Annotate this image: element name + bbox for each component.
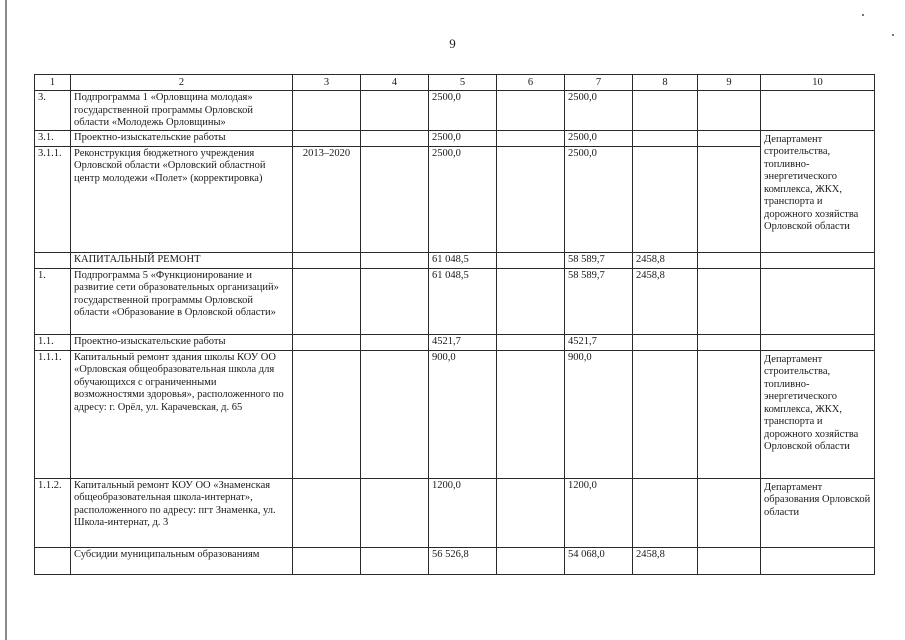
row-col8: 2458,8	[633, 252, 698, 268]
table-header-row	[35, 75, 875, 91]
row-name: Субсидии муниципальным образованиям	[71, 547, 293, 574]
row-col6	[497, 91, 565, 131]
table-row	[35, 350, 875, 478]
row-col7: 4521,7	[565, 334, 633, 350]
table-row	[35, 252, 875, 268]
row-col7: 54 068,0	[565, 547, 633, 574]
row-period	[293, 91, 361, 131]
row-name: Проектно-изыскательские работы	[71, 334, 293, 350]
row-number: 1.1.	[35, 334, 71, 350]
header-cell: 10	[761, 75, 875, 91]
row-period	[293, 334, 361, 350]
row-number	[35, 252, 71, 268]
row-col7: 1200,0	[565, 478, 633, 547]
program-table	[34, 74, 875, 575]
row-col8	[633, 350, 698, 478]
row-col10	[761, 252, 875, 268]
row-period	[293, 130, 361, 146]
row-col7: 900,0	[565, 350, 633, 478]
row-number: 3.1.	[35, 130, 71, 146]
row-name: Реконструкция бюджетного учреждения Орловской области «Орловский областной центр молодежи «Полет» (корректировка)	[71, 146, 293, 252]
header-cell: 6	[497, 75, 565, 91]
header-cell: 7	[565, 75, 633, 91]
row-col9	[698, 547, 761, 574]
row-col5: 2500,0	[429, 91, 497, 131]
row-col6	[497, 350, 565, 478]
row-col7: 2500,0	[565, 130, 633, 146]
row-col4	[361, 478, 429, 547]
row-col8: 2458,8	[633, 268, 698, 334]
row-name: КАПИТАЛЬНЫЙ РЕМОНТ	[71, 252, 293, 268]
row-number: 3.1.1.	[35, 146, 71, 252]
row-period	[293, 350, 361, 478]
page-number: 9	[449, 36, 456, 51]
table-row	[35, 547, 875, 574]
row-col9	[698, 478, 761, 547]
row-col8	[633, 130, 698, 146]
row-col8	[633, 91, 698, 131]
row-number	[35, 547, 71, 574]
row-col10	[761, 334, 875, 350]
header-cell: 1	[35, 75, 71, 91]
table-row	[35, 146, 875, 252]
row-number: 1.	[35, 268, 71, 334]
row-col7: 2500,0	[565, 91, 633, 131]
row-name: Подпрограмма 5 «Функционирование и развитие сети образовательных организаций» государственной программы Орловской области «Образование в Орловской области»	[71, 268, 293, 334]
row-col5: 1200,0	[429, 478, 497, 547]
row-col8	[633, 146, 698, 252]
row-col10	[761, 91, 875, 131]
row-name: Проектно-изыскательские работы	[71, 130, 293, 146]
table-row	[35, 91, 875, 131]
responsible-department: Департамент строительства, топливно-энергетического комплекса, ЖКХ, транспорта и дорожного хозяйства Орловской области	[761, 350, 875, 478]
row-name: Подпрограмма 1 «Орловщина молодая» государственной программы Орловской области «Молодежь Орловщины»	[71, 91, 293, 131]
row-number: 1.1.1.	[35, 350, 71, 478]
row-col9	[698, 350, 761, 478]
header-cell: 3	[293, 75, 361, 91]
responsible-department: Департамент образования Орловской области	[761, 478, 875, 547]
row-col4	[361, 334, 429, 350]
header-cell: 9	[698, 75, 761, 91]
row-col8	[633, 334, 698, 350]
row-col4	[361, 130, 429, 146]
row-col7: 2500,0	[565, 146, 633, 252]
row-col6	[497, 268, 565, 334]
table-row	[35, 130, 875, 146]
row-col6	[497, 547, 565, 574]
row-period	[293, 547, 361, 574]
row-col5: 61 048,5	[429, 252, 497, 268]
row-col7: 58 589,7	[565, 252, 633, 268]
row-col9	[698, 268, 761, 334]
row-name: Капитальный ремонт здания школы КОУ ОО «Орловская общеобразовательная школа для обучающихся с ограниченными возможностями здоровья», расположенного по адресу: г. Орёл, ул. Карачевская, д. 65	[71, 350, 293, 478]
row-col4	[361, 350, 429, 478]
row-col9	[698, 252, 761, 268]
row-col4	[361, 547, 429, 574]
row-period	[293, 478, 361, 547]
row-col7: 58 589,7	[565, 268, 633, 334]
header-cell: 5	[429, 75, 497, 91]
row-col9	[698, 334, 761, 350]
row-col5: 2500,0	[429, 146, 497, 252]
row-col8: 2458,8	[633, 547, 698, 574]
row-period: 2013–2020	[293, 146, 361, 252]
row-col9	[698, 146, 761, 252]
header-cell: 8	[633, 75, 698, 91]
row-col5: 2500,0	[429, 130, 497, 146]
row-period	[293, 252, 361, 268]
responsible-department: Департамент строительства, топливно-энергетического комплекса, ЖКХ, транспорта и дорожного хозяйства Орловской области	[761, 130, 875, 252]
row-col6	[497, 146, 565, 252]
scan-left-edge	[5, 0, 7, 640]
row-period	[293, 268, 361, 334]
row-number: 3.	[35, 91, 71, 131]
row-col4	[361, 146, 429, 252]
row-col5: 900,0	[429, 350, 497, 478]
row-col5: 4521,7	[429, 334, 497, 350]
table-row	[35, 334, 875, 350]
row-col4	[361, 91, 429, 131]
row-col4	[361, 252, 429, 268]
row-number: 1.1.2.	[35, 478, 71, 547]
row-col10	[761, 547, 875, 574]
header-cell: 2	[71, 75, 293, 91]
row-name: Капитальный ремонт КОУ ОО «Знаменская общеобразовательная школа-интернат», расположенного по адресу: пгт Знаменка, ул. Школа-интернат, д. 3	[71, 478, 293, 547]
header-cell: 4	[361, 75, 429, 91]
row-col5: 56 526,8	[429, 547, 497, 574]
row-col6	[497, 130, 565, 146]
row-col5: 61 048,5	[429, 268, 497, 334]
row-col8	[633, 478, 698, 547]
table-row	[35, 478, 875, 547]
row-col6	[497, 334, 565, 350]
row-col9	[698, 130, 761, 146]
row-col10	[761, 268, 875, 334]
row-col4	[361, 268, 429, 334]
row-col9	[698, 91, 761, 131]
scan-speck	[862, 14, 864, 16]
row-col6	[497, 252, 565, 268]
row-col6	[497, 478, 565, 547]
table-row	[35, 268, 875, 334]
